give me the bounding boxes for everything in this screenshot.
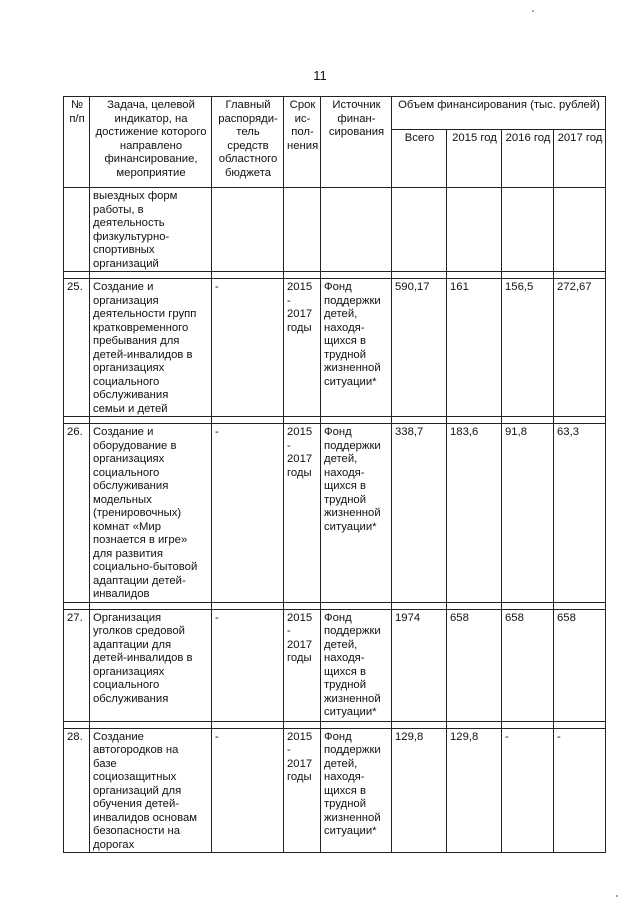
row-task: Создание и оборудование в организациях социального обслуживания модельных (тренировочных) комнат «Мир познается в игре» для развития социально-бытовой адаптации детей- инвалидов xyxy=(90,424,212,603)
row-source: Фонд поддержки детей, находя- щихся в трудной жизненной ситуации* xyxy=(321,728,392,853)
table-row xyxy=(64,279,606,417)
scan-speck xyxy=(616,895,618,897)
row-total: 129,8 xyxy=(392,728,447,853)
cont-task: выездных форм работы, в деятельность физкультурно- спортивных организаций xyxy=(90,188,212,272)
row-2016: 91,8 xyxy=(502,424,554,603)
row-total: 338,7 xyxy=(392,424,447,603)
row-num: 28. xyxy=(64,728,90,853)
row-2015: 129,8 xyxy=(447,728,502,853)
scan-speck xyxy=(532,10,534,12)
header-2016: 2016 год xyxy=(502,130,554,188)
cont-manager xyxy=(212,188,284,272)
table-row xyxy=(64,728,606,853)
row-2017: 63,3 xyxy=(554,424,606,603)
row-2016: 658 xyxy=(502,609,554,721)
row-term: 2015 - 2017 годы xyxy=(284,279,321,417)
cont-source xyxy=(321,188,392,272)
row-2017: - xyxy=(554,728,606,853)
continuation-row xyxy=(64,188,606,272)
row-2015: 658 xyxy=(447,609,502,721)
row-total: 590,17 xyxy=(392,279,447,417)
row-2015: 161 xyxy=(447,279,502,417)
header-2017: 2017 год xyxy=(554,130,606,188)
header-volume: Объем финансирования (тыс. рублей) xyxy=(392,97,606,130)
row-manager: - xyxy=(212,728,284,853)
row-term: 2015 - 2017 годы xyxy=(284,728,321,853)
row-2017: 658 xyxy=(554,609,606,721)
header-num: № п/п xyxy=(64,97,90,188)
row-2016: - xyxy=(502,728,554,853)
cont-2016 xyxy=(502,188,554,272)
row-task: Создание и организация деятельности групп кратковременного пребывания для детей-инвалидов в организациях социального обслуживания семьи и детей xyxy=(90,279,212,417)
row-task: Создание автогородков на базе социозащитных организаций для обучения детей- инвалидов основам безопасности на дорогах xyxy=(90,728,212,853)
header-total: Всего xyxy=(392,130,447,188)
header-2015: 2015 год xyxy=(447,130,502,188)
table-row xyxy=(64,609,606,721)
row-term: 2015 - 2017 годы xyxy=(284,424,321,603)
header-row-1 xyxy=(64,97,606,130)
row-source: Фонд поддержки детей, находя- щихся в трудной жизненной ситуации* xyxy=(321,609,392,721)
table-row xyxy=(64,424,606,603)
row-total: 1974 xyxy=(392,609,447,721)
row-term: 2015 - 2017 годы xyxy=(284,609,321,721)
row-source: Фонд поддержки детей, находя- щихся в трудной жизненной ситуации* xyxy=(321,279,392,417)
financing-table xyxy=(63,96,606,853)
page-number: 11 xyxy=(313,68,327,83)
row-manager: - xyxy=(212,279,284,417)
row-num: 27. xyxy=(64,609,90,721)
cont-term xyxy=(284,188,321,272)
header-term: Срок ис-пол-нения xyxy=(284,97,321,188)
header-manager: Главный распоряди-тель средств областного бюджета xyxy=(212,97,284,188)
row-2017: 272,67 xyxy=(554,279,606,417)
row-2016: 156,5 xyxy=(502,279,554,417)
row-manager: - xyxy=(212,609,284,721)
row-num: 25. xyxy=(64,279,90,417)
cont-2017 xyxy=(554,188,606,272)
cont-2015 xyxy=(447,188,502,272)
row-manager: - xyxy=(212,424,284,603)
row-source: Фонд поддержки детей, находя- щихся в трудной жизненной ситуации* xyxy=(321,424,392,603)
row-2015: 183,6 xyxy=(447,424,502,603)
row-task: Организация уголков средовой адаптации для детей-инвалидов в организациях социального обслуживания xyxy=(90,609,212,721)
row-num: 26. xyxy=(64,424,90,603)
header-task: Задача, целевой индикатор, на достижение которого направлено финансирование, мероприятие xyxy=(90,97,212,188)
cont-total xyxy=(392,188,447,272)
header-source: Источник финан-сирования xyxy=(321,97,392,188)
cont-num xyxy=(64,188,90,272)
